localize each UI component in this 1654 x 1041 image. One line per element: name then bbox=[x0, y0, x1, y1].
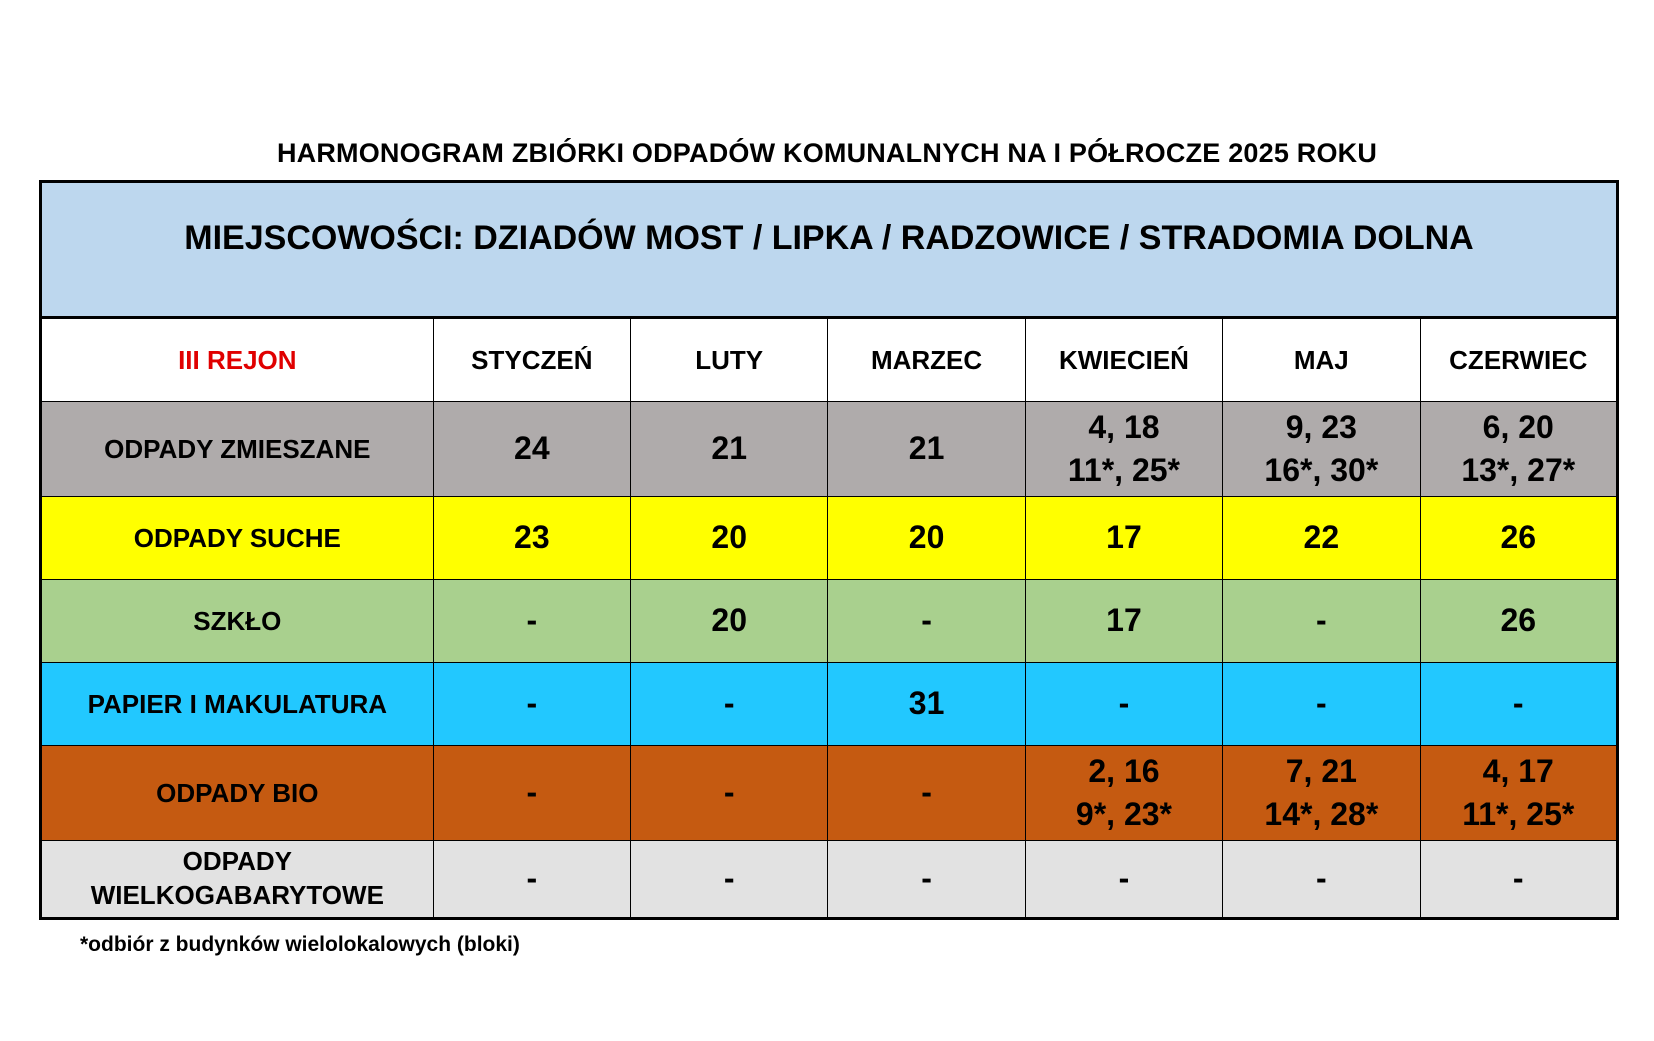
date-cell: - bbox=[1223, 841, 1420, 919]
table-row-mixed-waste bbox=[41, 402, 1618, 497]
waste-type-label: ODPADY ZMIESZANE bbox=[41, 402, 434, 497]
month-header: MAJ bbox=[1223, 318, 1420, 402]
waste-type-label: SZKŁO bbox=[41, 580, 434, 663]
date-cell: 4, 17 11*, 25* bbox=[1420, 746, 1617, 841]
date-cell: 6, 20 13*, 27* bbox=[1420, 402, 1617, 497]
date-cell: - bbox=[433, 580, 630, 663]
date-cell: - bbox=[1420, 663, 1617, 746]
date-cell: - bbox=[828, 841, 1025, 919]
date-cell: - bbox=[433, 841, 630, 919]
date-cell: 9, 23 16*, 30* bbox=[1223, 402, 1420, 497]
date-cell: - bbox=[828, 746, 1025, 841]
month-header: KWIECIEŃ bbox=[1025, 318, 1222, 402]
region-label: III REJON bbox=[41, 318, 434, 402]
collection-schedule-table bbox=[39, 180, 1619, 920]
localities-banner-row bbox=[41, 182, 1618, 318]
date-cell: 2, 16 9*, 23* bbox=[1025, 746, 1222, 841]
footnote: *odbiór z budynków wielolokalowych (bloki) bbox=[80, 933, 520, 956]
date-cell: 21 bbox=[828, 402, 1025, 497]
date-cell: 7, 21 14*, 28* bbox=[1223, 746, 1420, 841]
table-row-dry-waste bbox=[41, 497, 1618, 580]
date-cell: 17 bbox=[1025, 497, 1222, 580]
document-title: HARMONOGRAM ZBIÓRKI ODPADÓW KOMUNALNYCH NA I PÓŁROCZE 2025 ROKU bbox=[276, 138, 1378, 168]
date-cell: 31 bbox=[828, 663, 1025, 746]
date-cell: 17 bbox=[1025, 580, 1222, 663]
date-cell: 20 bbox=[828, 497, 1025, 580]
waste-type-label: ODPADY BIO bbox=[41, 746, 434, 841]
date-cell: 4, 18 11*, 25* bbox=[1025, 402, 1222, 497]
date-cell: 24 bbox=[433, 402, 630, 497]
table-row-bulky-waste bbox=[41, 841, 1618, 919]
date-cell: 21 bbox=[631, 402, 828, 497]
header-row bbox=[41, 318, 1618, 402]
waste-type-label: PAPIER I MAKULATURA bbox=[41, 663, 434, 746]
month-header: STYCZEŃ bbox=[433, 318, 630, 402]
month-header: LUTY bbox=[631, 318, 828, 402]
localities-banner: MIEJSCOWOŚCI: DZIADÓW MOST / LIPKA / RADZOWICE / STRADOMIA DOLNA bbox=[41, 182, 1618, 318]
date-cell: - bbox=[1420, 841, 1617, 919]
date-cell: 26 bbox=[1420, 580, 1617, 663]
date-cell: 23 bbox=[433, 497, 630, 580]
date-cell: 22 bbox=[1223, 497, 1420, 580]
date-cell: - bbox=[433, 746, 630, 841]
waste-type-label: ODPADY WIELKOGABARYTOWE bbox=[41, 841, 434, 919]
date-cell: - bbox=[433, 663, 630, 746]
table-row-paper bbox=[41, 663, 1618, 746]
date-cell: - bbox=[1025, 841, 1222, 919]
month-header: MARZEC bbox=[828, 318, 1025, 402]
date-cell: - bbox=[631, 663, 828, 746]
date-cell: - bbox=[1025, 663, 1222, 746]
month-header: CZERWIEC bbox=[1420, 318, 1617, 402]
date-cell: 26 bbox=[1420, 497, 1617, 580]
table-row-glass bbox=[41, 580, 1618, 663]
date-cell: - bbox=[631, 746, 828, 841]
date-cell: 20 bbox=[631, 580, 828, 663]
table-row-bio-waste bbox=[41, 746, 1618, 841]
date-cell: - bbox=[631, 841, 828, 919]
date-cell: - bbox=[1223, 663, 1420, 746]
date-cell: - bbox=[1223, 580, 1420, 663]
date-cell: 20 bbox=[631, 497, 828, 580]
waste-type-label: ODPADY SUCHE bbox=[41, 497, 434, 580]
date-cell: - bbox=[828, 580, 1025, 663]
